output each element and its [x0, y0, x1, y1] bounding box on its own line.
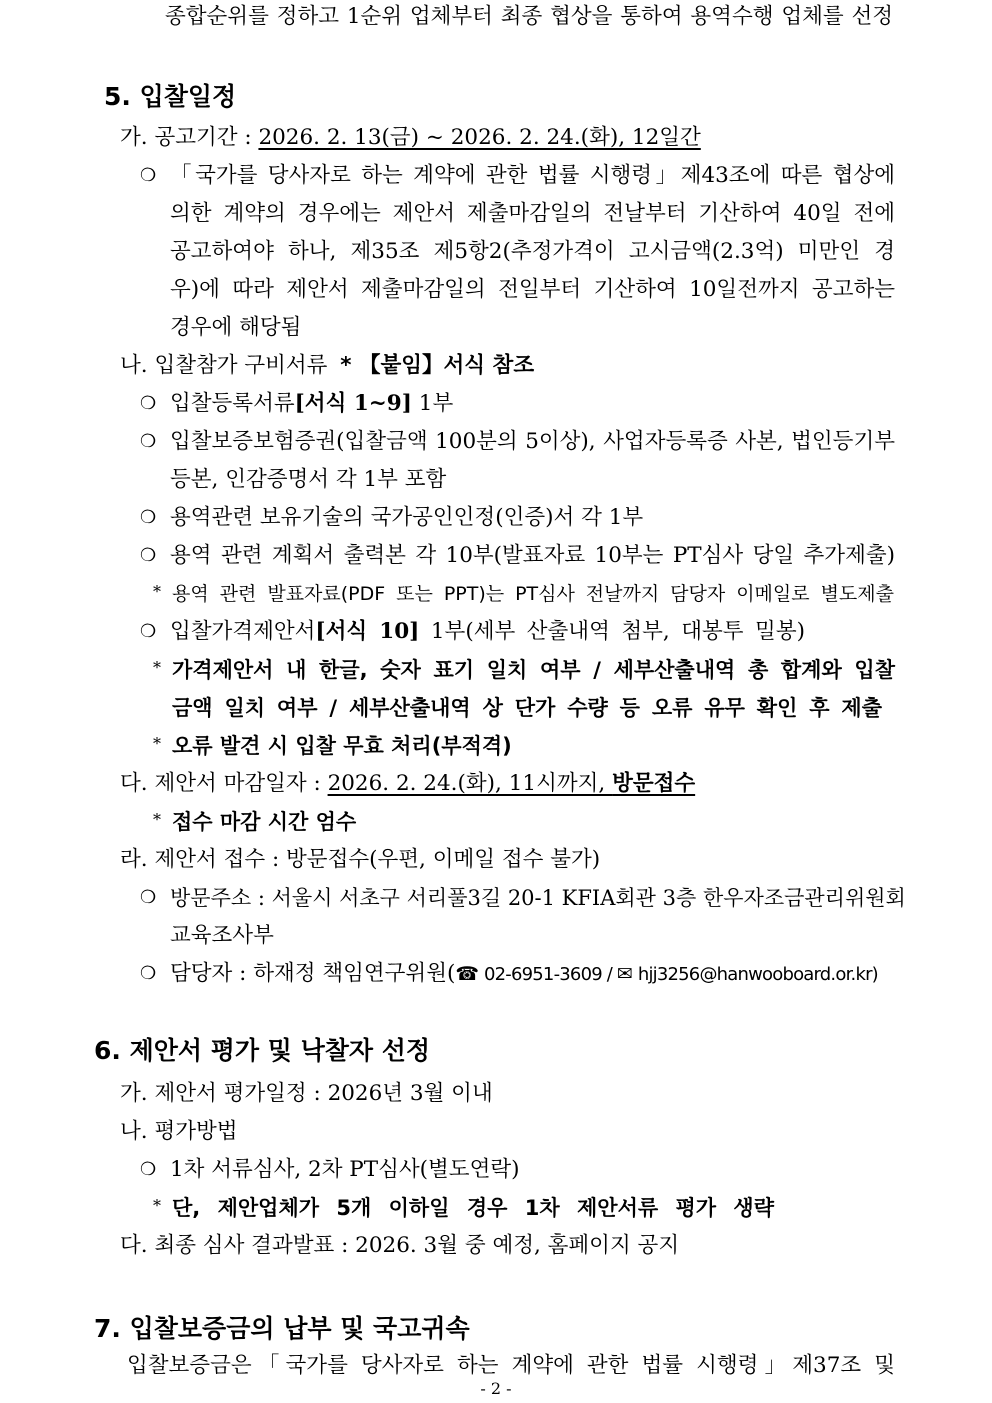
item-text: 입찰등록서류 — [170, 391, 295, 416]
bullet-icon: ❍ — [140, 545, 157, 566]
bullet-icon: ❍ — [140, 963, 157, 984]
s6-da-line: 다. 최종 심사 결과발표 : 2026. 3월 중 예정, 홈페이지 공지 — [120, 1233, 680, 1258]
bullet-icon: ❍ — [140, 621, 157, 642]
bullet-icon: ❍ — [140, 165, 157, 186]
s5-na-note-5-l1: 가격제안서 내 한글, 숫자 표기 일치 여부 / 세부산출내역 총 합계와 입찰 — [172, 658, 895, 682]
s5-ra-addr-l1: 방문주소 : 서울시 서초구 서리풀3길 20-1 KFIA회관 3층 한우자조금관리위원회 — [170, 886, 906, 910]
form-ref: [서식 10] — [315, 619, 420, 644]
phone-number: 02-6951-3609 / — [479, 964, 617, 985]
s5-na-item-2-l1: 입찰보증보험증권(입찰금액 100분의 5이상), 사업자등록증 사본, 법인등기부 — [170, 429, 895, 454]
s5-ga-prefix: 가. 공고기간 : — [120, 125, 259, 150]
email-address[interactable]: hjj3256@hanwooboard.or.kr) — [632, 964, 878, 985]
bullet-icon: ❍ — [140, 507, 157, 528]
s7-line: 입찰보증금은「국가를 당사자로 하는 계약에 관한 법률 시행령」제37조 및 — [127, 1353, 895, 1378]
s5-na-item-2-l2: 등본, 인감증명서 각 1부 포함 — [170, 467, 447, 492]
s5-na-note-5-l2: 금액 일치 여부 / 세부산출내역 상 단가 수량 등 오류 유무 확인 후 제출 — [172, 696, 882, 720]
s5-na-item-5 — [170, 617, 805, 647]
s5-ga-text-2: 의한 계약의 경우에는 제안서 제출마감일의 전날부터 기산하여 40일 전에 — [170, 201, 895, 226]
deadline-text: 2026. 2. 24.(화), 11시까지, — [327, 771, 613, 796]
section-5-title: 5. 입찰일정 — [104, 82, 237, 111]
s5-na-note-4: 용역 관련 발표자료(PDF 또는 PPT)는 PT심사 전날까지 담당자 이메일로 별도제출 — [172, 583, 894, 605]
s5-ga-text-5: 경우에 해당됨 — [170, 315, 302, 340]
s5-ga-text-1: 「국가를 당사자로 하는 계약에 관한 법률 시행령」제43조에 따른 협상에 — [170, 163, 895, 188]
s6-na-line: 나. 평가방법 — [120, 1119, 238, 1144]
contact-prefix: 담당자 : 하재정 책임연구위원( — [170, 961, 456, 986]
s5-ra-contact — [170, 959, 878, 990]
s5-ga-text-3: 공고하여야 하나, 제35조 제5항2(추정가격이 고시금액(2.3억) 미만인 경 — [170, 239, 895, 264]
s5-da-deadline — [328, 771, 696, 796]
s5-da-prefix: 다. 제안서 마감일자 : — [120, 771, 328, 796]
bullet-icon: ❍ — [140, 393, 157, 414]
s5-na-line — [120, 351, 534, 381]
s5-ga-period: 2026. 2. 13(금) ~ 2026. 2. 24.(화), 12일간 — [258, 125, 701, 150]
s5-na-item-4: 용역 관련 계획서 출력본 각 10부(발표자료 10부는 PT심사 당일 추가제출) — [170, 543, 895, 568]
section-6-title: 6. 제안서 평가 및 낙찰자 선정 — [94, 1036, 431, 1065]
asterisk-icon: * — [153, 1196, 161, 1215]
section-7-title: 7. 입찰보증금의 납부 및 국고귀속 — [94, 1314, 470, 1343]
s5-na-note-6: 오류 발견 시 입찰 무효 처리(부적격) — [172, 734, 512, 758]
s5-ra-line: 라. 제안서 접수 : 방문접수(우편, 이메일 접수 불가) — [120, 847, 601, 872]
asterisk-icon: * — [153, 734, 161, 753]
continuation-line: 종합순위를 정하고 1순위 업체부터 최종 협상을 통하여 용역수행 업체를 선정 — [165, 4, 893, 29]
form-ref: [서식 1~9] — [294, 391, 412, 416]
s5-na-prefix: 나. 입찰참가 구비서류 — [120, 353, 335, 378]
s5-na-note: * 【붙임】서식 참조 — [340, 353, 535, 378]
asterisk-icon: * — [153, 658, 161, 677]
s5-ra-addr-l2: 교육조사부 — [170, 923, 274, 948]
asterisk-icon: * — [153, 582, 161, 601]
bullet-icon: ❍ — [140, 431, 157, 452]
s5-da-line — [120, 769, 695, 799]
s5-na-item-3: 용역관련 보유기술의 국가공인인정(인증)서 각 1부 — [170, 505, 644, 530]
s5-da-note: 접수 마감 시간 엄수 — [172, 810, 357, 834]
mail-icon: ✉ — [617, 963, 633, 985]
bullet-icon: ❍ — [140, 1159, 157, 1180]
s6-na-item-1: 1차 서류심사, 2차 PT심사(별도연락) — [170, 1157, 520, 1182]
asterisk-icon: * — [153, 810, 161, 829]
page-number: - 2 - — [480, 1379, 512, 1398]
s5-ga-line — [120, 123, 701, 153]
bullet-icon: ❍ — [140, 887, 157, 908]
item-text: 1부 — [411, 391, 454, 416]
phone-icon: ☎ — [455, 963, 480, 985]
visit-text: 방문접수 — [612, 771, 696, 796]
item-text: 입찰가격제안서 — [170, 619, 316, 644]
s6-ga-line: 가. 제안서 평가일정 : 2026년 3월 이내 — [120, 1081, 493, 1106]
s5-na-item-1 — [170, 389, 453, 419]
s5-ga-text-4: 우)에 따라 제안서 제출마감일의 전일부터 기산하여 10일전까지 공고하는 — [170, 277, 895, 302]
s6-na-note: 단, 제안업체가 5개 이하일 경우 1차 제안서류 평가 생략 — [172, 1196, 774, 1220]
item-text: 1부(세부 산출내역 첨부, 대봉투 밀봉) — [419, 619, 805, 644]
